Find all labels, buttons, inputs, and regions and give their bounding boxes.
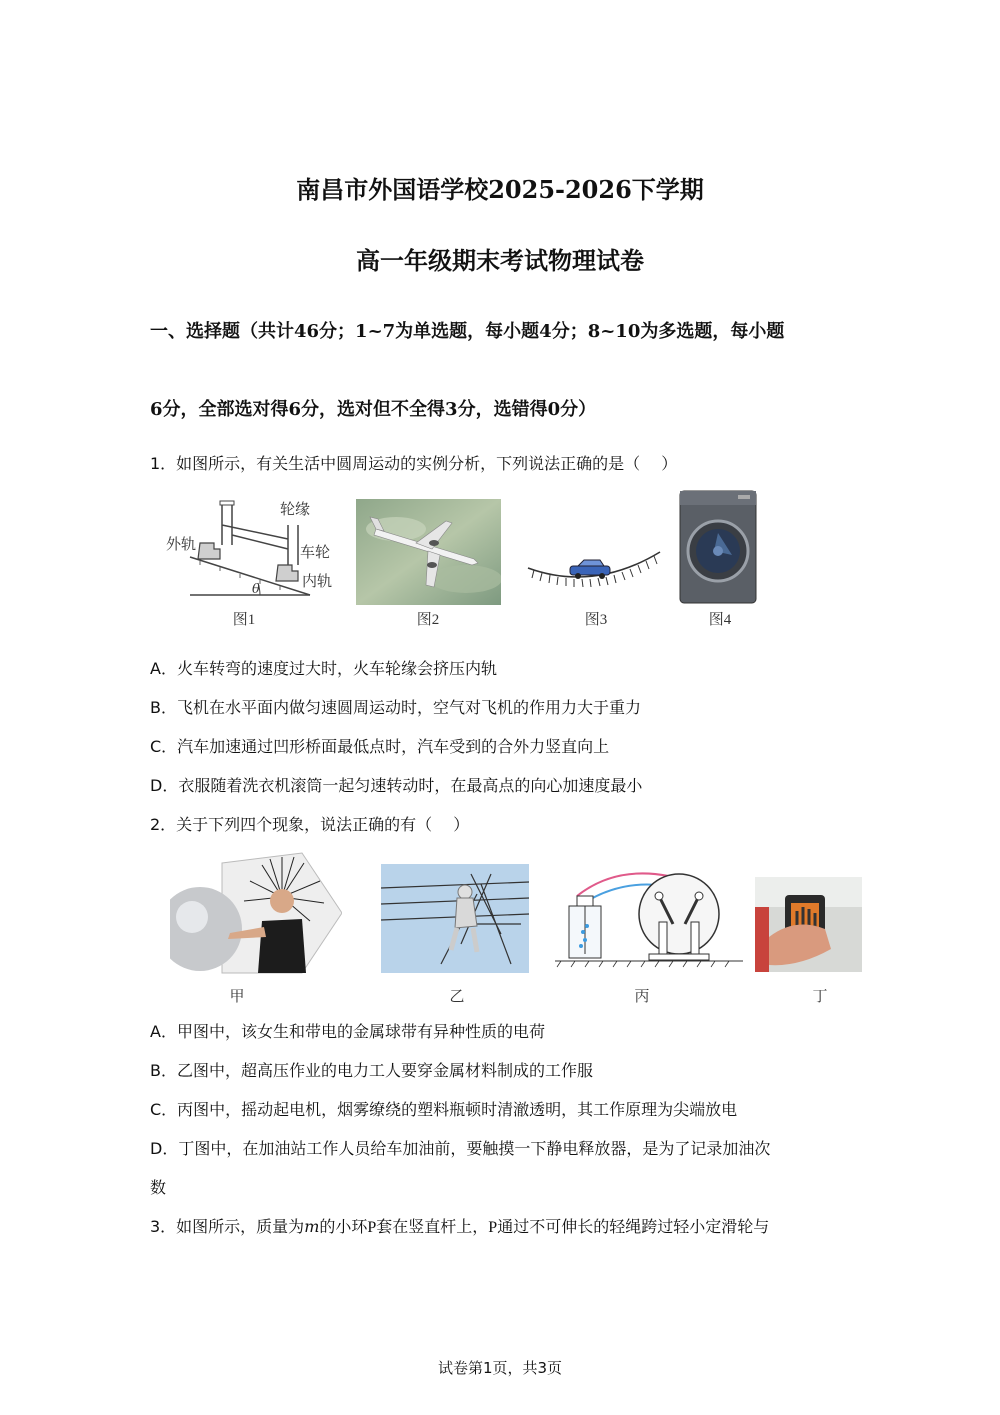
page-footer: 试卷第1页，共3页 [437,1359,563,1377]
q1-fig1-label-wheel: 车轮 [300,543,331,561]
q1-option-a: A．火车转弯的速度过大时，火车轮缘会挤压内轨 [150,659,497,678]
q1-caption-fig2: 图2 [416,612,440,628]
q3-var-m: m [304,1217,320,1236]
q3-var-p1: P [367,1219,377,1236]
q1-option-b: B．飞机在水平面内做匀速圆周运动时，空气对飞机的作用力大于重力 [150,698,641,717]
q1-caption-fig3: 图3 [584,612,608,628]
q2-option-b: B．乙图中，超高压作业的电力工人要穿金属材料制成的工作服 [150,1061,593,1080]
q1-figure3-concave-bridge [526,540,662,590]
q2-caption-jia: 甲 [229,989,245,1005]
q2-caption-ding: 丁 [812,989,828,1005]
q1-figure4-washing-machine [678,489,758,605]
q2-option-c: C．丙图中，摇动起电机，烟雾缭绕的塑料瓶顿时清澈透明，其工作原理为尖端放电 [150,1100,738,1119]
q1-fig1-label-rim: 轮缘 [280,500,311,518]
q1-option-c: C．汽车加速通过凹形桥面最低点时，汽车受到的合外力竖直向上 [150,737,610,756]
q3-stem-part3: 套在竖直杆上， [376,1217,489,1236]
q3-stem-part4: 通过不可伸长的轻绳跨过轻小定滑轮与 [497,1217,770,1236]
q1-caption-fig1: 图1 [232,612,256,628]
q1-figure2-airplane-photo [356,499,501,605]
q1-stem: 1．如图所示，有关生活中圆周运动的实例分析，下列说法正确的是（ ） [150,454,678,473]
q1-option-d: D．衣服随着洗衣机滚筒一起匀速转动时，在最高点的向心加速度最小 [150,776,643,795]
q2-figure-jia-static-hair [170,851,342,975]
q2-figure-bing-smoke-precipitator [555,862,743,968]
q1-caption-fig4: 图4 [708,612,732,628]
section-heading-line2: 6分，全部选对得6分，选对但不全得3分，选错得0分） [150,399,597,420]
q2-stem: 2．关于下列四个现象，说法正确的有（ ） [150,815,470,834]
q3-var-p2: P [488,1219,498,1236]
q2-option-d-line2: 数 [150,1178,167,1197]
q2-option-a: A．甲图中，该女生和带电的金属球带有异种性质的电荷 [150,1022,545,1041]
exam-title-line2: 高一年级期末考试物理试卷 [356,246,644,275]
section-heading-line1: 一、选择题（共计46分；1~7为单选题，每小题4分；8~10为多选题，每小题 [150,321,785,342]
q1-fig1-label-outer-rail: 外轨 [166,535,197,553]
q2-figure-ding-static-discharger [755,877,862,972]
q1-fig1-label-inner-rail: 内轨 [302,572,333,590]
q3-stem-part2: 的小环 [319,1217,368,1236]
q2-caption-yi: 乙 [449,989,465,1005]
q1-fig1-theta: θ [252,582,260,597]
q2-option-d-line1: D．丁图中，在加油站工作人员给车加油前，要触摸一下静电释放器，是为了记录加油次 [150,1139,771,1158]
q3-stem-part1: 3．如图所示，质量为 [150,1217,305,1236]
exam-title-line1: 南昌市外国语学校2025-2026下学期 [296,175,704,204]
q2-figure-yi-power-worker [381,864,529,973]
q2-caption-bing: 丙 [634,989,650,1005]
q3-stem [150,1214,769,1237]
